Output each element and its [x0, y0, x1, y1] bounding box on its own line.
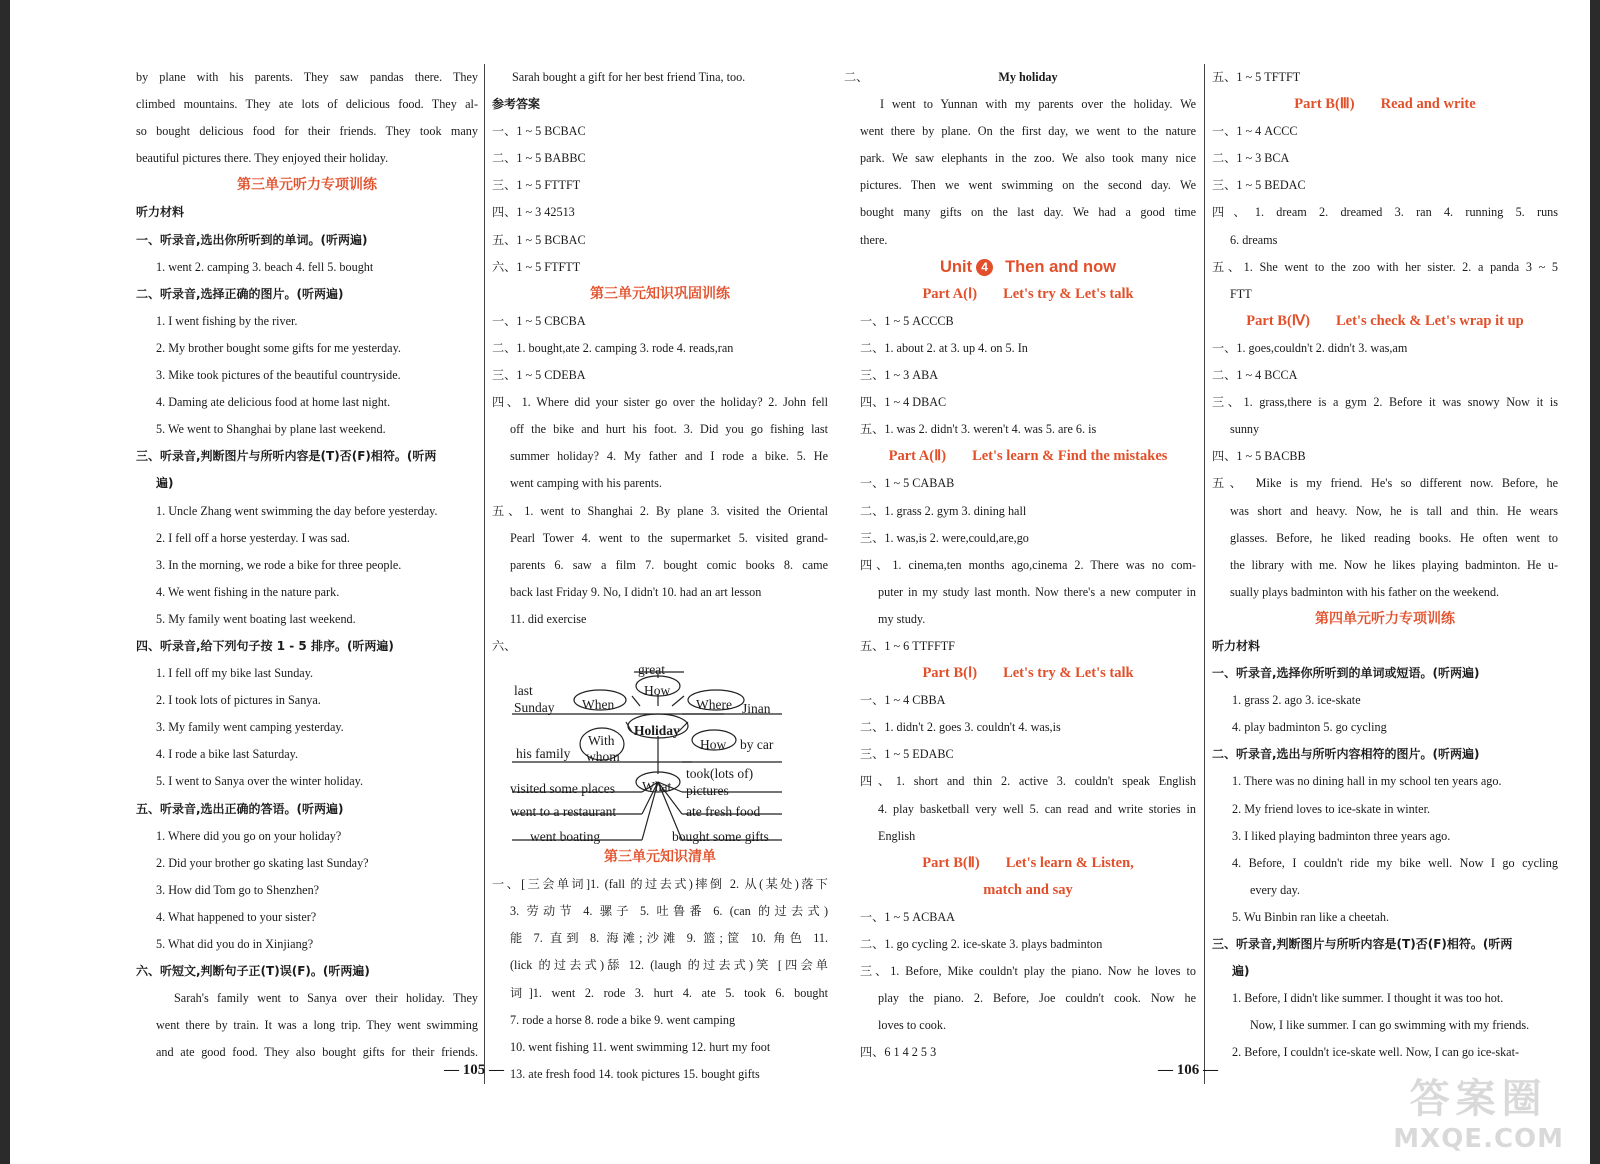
column-divider [1204, 64, 1205, 1084]
section-title [136, 172, 478, 199]
question-heading: 三、听录音,判断图片与所听内容是(T)否(F)相符。(听两 [136, 449, 437, 464]
node-how-2: How [700, 737, 727, 753]
text-line: was short and heavy. Now, he is tall and thin. He wears [1230, 503, 1558, 518]
column-1 [136, 64, 478, 1066]
text-line: 3. Mike took pictures of the beautiful countryside. [156, 368, 401, 383]
text-line: 三、1 ~ 5 CDEBA [492, 368, 586, 383]
text-line: 一、1 ~ 4 ACCC [1212, 124, 1298, 139]
node-how: How [644, 683, 671, 699]
text-line: FTT [1230, 286, 1252, 301]
text-line: 5. I went to Sanya over the winter holiday. [156, 774, 364, 789]
watermark-logo [1393, 1067, 1564, 1154]
node-where: Where [696, 697, 732, 713]
part-label: Part B(Ⅳ) [1246, 312, 1311, 329]
question-heading: 三、听录音,判断图片与所听内容是(T)否(F)相符。(听两 [1212, 937, 1513, 951]
text-line: pictures. Then we went swimming on the second day. We [860, 178, 1196, 193]
text-line: 一、1 ~ 4 CBBA [860, 693, 946, 708]
text-line: 4. Daming ate delicious food at home last night. [156, 395, 391, 410]
node-by-car: by car [740, 737, 774, 753]
section-title-text: 第四单元听力专项训练 [1315, 610, 1455, 627]
text-line: 5. What did you do in Xinjiang? [156, 937, 314, 951]
text-line: 一、1 ~ 5 CABAB [860, 476, 955, 491]
text-line: 4. Before, I couldn't ride my bike well. Now I go cycling [1232, 855, 1558, 870]
section-title-text: 第三单元知识巩固训练 [590, 285, 730, 302]
node-with: With [588, 733, 615, 749]
watermark-en: MXQE.COM [1393, 1124, 1564, 1154]
text-line: 能 7. 直到 8. 海滩;沙滩 9. 篮;筐 10. 角色 11. [510, 931, 828, 946]
text-line: by plane with his parents. They saw pandas there. They [136, 70, 478, 84]
text-line: 三、1 ~ 3 ABA [860, 368, 939, 383]
node-sunday: Sunday [514, 700, 555, 716]
text-line: 4. I rode a bike last Saturday. [156, 747, 299, 762]
text-line: 词]1. went 2. rode 3. hurt 4. ate 5. took 6. bought [510, 985, 828, 1000]
text-line: 三、1. grass,there is a gym 2. Before it was snowy Now it is [1212, 395, 1558, 410]
part-label: Part B(Ⅰ) [922, 665, 978, 682]
column-2 [492, 64, 828, 1088]
text-line: parents 6. saw a film 7. bought comic books 8. came [510, 557, 828, 572]
text-line: sunny [1230, 422, 1260, 437]
text-line: off the bike and hurt his foot. 3. Did you go fishing last [510, 422, 828, 437]
text-line: 3. In the morning, we rode a bike for three people. [156, 557, 402, 572]
question-heading: 参考答案 [492, 97, 541, 112]
part-activity: Let's try & Let's talk [1003, 285, 1134, 302]
text-line: 六、1 ~ 5 FTFTT [492, 259, 581, 274]
node-holiday: Holiday [634, 723, 680, 739]
text-line: 1. I went fishing by the river. [156, 313, 298, 328]
text-line: 4. What happened to your sister? [156, 909, 317, 924]
essay-title: My holiday [998, 70, 1058, 84]
text-line: 2. I took lots of pictures in Sanya. [156, 693, 321, 708]
text-line: 2. My friend loves to ice-skate in winter. [1232, 801, 1430, 816]
part-activity: Let's learn & Find the mistakes [972, 448, 1168, 465]
text-line: climbed mountains. They ate lots of delicious food. They al- [136, 97, 478, 112]
text-line: 一、[三会单词]1. (fall 的过去式)摔倒 2. 从(某处)落下 [492, 877, 828, 892]
text-line: puter in my study last month. Now there's a new computer in [878, 584, 1196, 599]
text-line: 5. My family went boating last weekend. [156, 611, 356, 626]
text-line: 3. How did Tom go to Shenzhen? [156, 882, 320, 897]
text-line: 二、1 ~ 5 BABBC [492, 151, 586, 166]
text-line: 2. Did your brother go skating last Sunday? [156, 855, 369, 870]
text-line: (lick 的过去式)舔 12. (laugh 的过去式)笑 [四会单 [510, 958, 828, 973]
text-line: Sarah's family went to Sanya over their holiday. They [174, 991, 478, 1006]
section-title [1212, 606, 1558, 633]
text-line: 四、1 ~ 5 BACBB [1212, 449, 1306, 464]
part-title [860, 443, 1196, 470]
text-line: 三、1. Before, Mike couldn't play the piano. Now he loves to [860, 964, 1196, 979]
essay-title-row [844, 64, 1196, 91]
part-title [860, 660, 1196, 687]
text-line: 二、1. bought,ate 2. camping 3. rode 4. reads,ran [492, 340, 734, 355]
node-when: When [582, 697, 615, 713]
text-line: I went to Yunnan with my parents over the holiday. We [880, 97, 1196, 112]
text-line: 一、1 ~ 5 BCBAC [492, 124, 586, 139]
node-jinan: Jinan [742, 701, 771, 717]
text-line: went camping with his parents. [510, 476, 662, 491]
text-line: 一、1 ~ 5 ACCCB [860, 313, 954, 328]
part-title-continued: match and say [983, 881, 1073, 898]
text-line: and ate good food. They also bought gifts for their friends. [156, 1045, 478, 1060]
text-line: 7. rode a horse 8. rode a bike 9. went camping [510, 1012, 736, 1027]
page-edge-left [0, 0, 10, 1164]
text-line: 六、 [492, 638, 517, 653]
text-line: 3. I liked playing badminton three years ago. [1232, 828, 1451, 843]
page-number-right: — 106 — [1158, 1062, 1218, 1078]
text-line: summer holiday? 4. My father and I rode a bike. 5. He [510, 449, 828, 464]
text-line: 五、1 ~ 5 TFTFT [1212, 70, 1301, 84]
text-line: 3. My family went camping yesterday. [156, 720, 344, 735]
text-line: so bought delicious food for their friends. They took many [136, 124, 478, 139]
column-divider [484, 64, 485, 1084]
text-line: 4. We went fishing in the nature park. [156, 584, 340, 599]
text-line: 一、1 ~ 5 ACBAA [860, 909, 955, 924]
text-line: 二、1. about 2. at 3. up 4. on 5. In [860, 340, 1028, 355]
question-heading: 六、听短文,判断句子正(T)误(F)。(听两遍) [136, 964, 370, 979]
text-line: 1. Uncle Zhang went swimming the day before yesterday. [156, 503, 438, 518]
part-activity: Let's try & Let's talk [1003, 665, 1134, 682]
text-line: went there by plane. On the first day, we went to the nature [860, 124, 1196, 139]
text-line: 4. play badminton 5. go cycling [1232, 720, 1387, 735]
text-line: Pearl Tower 4. went to the supermarket 5. visited grand- [510, 530, 828, 545]
text-line: beautiful pictures there. They enjoyed their holiday. [136, 151, 389, 166]
text-line: 三、1 ~ 5 EDABC [860, 747, 954, 762]
node-whom: whom [586, 749, 620, 765]
text-line: 四、1. Where did your sister go over the holiday? 2. John fell [492, 395, 828, 410]
text-line: English [878, 828, 916, 843]
node-pictures: pictures [686, 783, 729, 799]
node-visited: visited some places [510, 781, 615, 797]
question-heading: 五、听录音,选出正确的答语。(听两遍) [136, 801, 344, 816]
question-heading: 二、听录音,选出与所听内容相符的图片。(听两遍) [1212, 747, 1480, 762]
text-line: 1. went 2. camping 3. beach 4. fell 5. bought [156, 259, 374, 274]
unit-label: Unit [940, 257, 973, 276]
text-line: 2. Before, I couldn't ice-skate well. Now, I can go ice-skat- [1232, 1045, 1520, 1060]
text-line: 五、1. went to Shanghai 2. By plane 3. visited the Oriental [492, 503, 828, 518]
part-title [1212, 91, 1558, 118]
part-title [1212, 308, 1558, 335]
text-line: 二、1. go cycling 2. ice-skate 3. plays badminton [860, 937, 1103, 951]
text-line: 一、1. goes,couldn't 2. didn't 3. was,am [1212, 340, 1408, 355]
text-line: 三、1 ~ 5 FTTFT [492, 178, 581, 193]
section-title-text: 第三单元知识清单 [604, 849, 716, 866]
text-line: loves to cook. [878, 1018, 947, 1033]
text-line: 1. I fell off my bike last Sunday. [156, 666, 314, 681]
text-line: 2. My brother bought some gifts for me yesterday. [156, 340, 401, 355]
text-line: 二、1 ~ 3 BCA [1212, 151, 1290, 166]
page-number-left: — 105 — [444, 1062, 504, 1078]
text-line: 13. ate fresh food 14. took pictures 15. bought gifts [510, 1066, 760, 1081]
part-label: Part A(Ⅱ) [888, 448, 947, 465]
text-line: bought many gifts on the last day. We had a good time [860, 205, 1196, 220]
page-edge-right [1590, 0, 1600, 1164]
question-heading: 四、听录音,给下列句子按 1 - 5 排序。(听两遍) [136, 638, 394, 653]
text-line: 四、1 ~ 3 42513 [492, 205, 575, 220]
part-label: Part A(Ⅰ) [922, 285, 978, 302]
node-boating: went boating [530, 829, 601, 845]
text-line: 五、 Mike is my friend. He's so different now. Before, he [1212, 476, 1558, 491]
part-title [860, 850, 1196, 877]
unit-title [860, 254, 1196, 281]
question-number: 二、 [844, 70, 869, 84]
part-activity: Let's learn & Listen, [1005, 854, 1134, 871]
text-line: Sarah bought a gift for her best friend Tina, too. [512, 70, 746, 84]
text-line: the library with me. Now he likes playing badminton. He u- [1230, 557, 1558, 572]
text-line: 1. Before, I didn't like summer. I thought it was too hot. [1232, 991, 1504, 1006]
text-line: 五、1. She went to the zoo with her sister. 2. a panda 3 ~ 5 [1212, 259, 1558, 274]
text-line: 1. There was no dining hall in my school ten years ago. [1232, 774, 1502, 789]
text-line: 二、1 ~ 4 BCCA [1212, 368, 1298, 383]
text-line: my study. [878, 611, 926, 626]
text-line: play the piano. 2. Before, Joe couldn't cook. Now he [878, 991, 1196, 1006]
node-took: took(lots of) [686, 766, 754, 782]
question-heading: 遍) [156, 476, 174, 491]
question-heading: 听力材料 [1212, 638, 1261, 653]
text-line: 5. Wu Binbin ran like a cheetah. [1232, 909, 1389, 924]
text-line: 3. 劳动节 4. 骡子 5. 吐鲁番 6. (can 的过去式) [510, 904, 828, 919]
question-heading: 二、听录音,选择正确的图片。(听两遍) [136, 286, 344, 301]
question-heading: 遍) [1232, 964, 1250, 979]
part-title [860, 281, 1196, 308]
watermark-cn: 答案圈 [1409, 1076, 1548, 1122]
section-title [492, 281, 828, 308]
unit-name: Then and now [1005, 257, 1116, 276]
text-line: 一、1 ~ 5 CBCBA [492, 313, 586, 328]
node-last: last [514, 683, 533, 699]
node-his-family: his family [516, 746, 571, 762]
question-heading: 一、听录音,选择你所听到的单词或短语。(听两遍) [1212, 666, 1480, 681]
section-title-text: 第三单元听力专项训练 [237, 177, 377, 194]
text-line: Now, I like summer. I can go swimming with my friends. [1250, 1018, 1530, 1033]
text-line: glasses. Before, he liked reading books. He often went to [1230, 530, 1558, 545]
text-line: 1. Where did you go on your holiday? [156, 828, 342, 843]
text-line: 四、1. dream 2. dreamed 3. ran 4. running 5. runs [1212, 205, 1558, 220]
text-line: went there by train. It was a long trip. They went swimming [156, 1018, 478, 1033]
text-line: 五、1. was 2. didn't 3. weren't 4. was 5. are 6. is [860, 422, 1097, 437]
text-line: 2. I fell off a horse yesterday. I was sad. [156, 530, 350, 545]
text-line: 五、1 ~ 6 TTFFTF [860, 638, 955, 653]
text-line: 二、1. didn't 2. goes 3. couldn't 4. was,is [860, 720, 1061, 735]
text-line: 四、1. short and thin 2. active 3. couldn't speak English [860, 774, 1196, 789]
text-line: back last Friday 9. No, I didn't 10. had an art lesson [510, 584, 762, 599]
column-4 [1212, 64, 1558, 1066]
answer-block-unit3 [492, 64, 828, 660]
node-gifts: bought some gifts [672, 829, 769, 845]
column-3 [844, 64, 1196, 1066]
text-line: 5. We went to Shanghai by plane last weekend. [156, 422, 386, 437]
part-activity: Let's check & Let's wrap it up [1336, 312, 1524, 329]
question-heading: 听力材料 [136, 205, 185, 220]
text-line: 三、1 ~ 5 BEDAC [1212, 178, 1306, 193]
text-line: every day. [1250, 882, 1300, 897]
text-line: sually plays badminton with his father on the weekend. [1230, 584, 1500, 599]
text-line: park. We saw elephants in the zoo. We also took many nice [860, 151, 1196, 166]
text-line: 1. grass 2. ago 3. ice-skate [1232, 693, 1361, 708]
unit-number-badge: 4 [976, 259, 993, 276]
text-line: 四、1 ~ 4 DBAC [860, 395, 947, 410]
text-line: 四、6 1 4 2 5 3 [860, 1045, 937, 1060]
node-restaurant: went to a restaurant [510, 804, 617, 820]
text-line: 四、1. cinema,ten months ago,cinema 2. There was no com- [860, 557, 1196, 572]
question-heading: 一、听录音,选出你所听到的单词。(听两遍) [136, 232, 368, 247]
node-fresh-food: ate fresh food [686, 804, 761, 820]
part-label: Part B(Ⅱ) [922, 854, 980, 871]
node-great: great [638, 662, 665, 678]
holiday-mind-map [492, 660, 828, 844]
text-line: 11. did exercise [510, 611, 587, 626]
text-line: 4. play basketball very well 5. can read and write stories in [878, 801, 1196, 816]
text-line: 二、1. grass 2. gym 3. dining hall [860, 503, 1027, 518]
text-line: 三、1. was,is 2. were,could,are,go [860, 530, 1029, 545]
part-activity: Read and write [1380, 96, 1476, 113]
text-line: 10. went fishing 11. went swimming 12. hurt my foot [510, 1039, 771, 1054]
node-what: What [642, 779, 672, 795]
knowledge-list-unit3 [492, 844, 828, 1088]
text-line: 6. dreams [1230, 232, 1278, 247]
text-line: 五、1 ~ 5 BCBAC [492, 232, 586, 247]
part-label: Part B(Ⅲ) [1294, 96, 1355, 113]
text-line: there. [860, 232, 888, 247]
